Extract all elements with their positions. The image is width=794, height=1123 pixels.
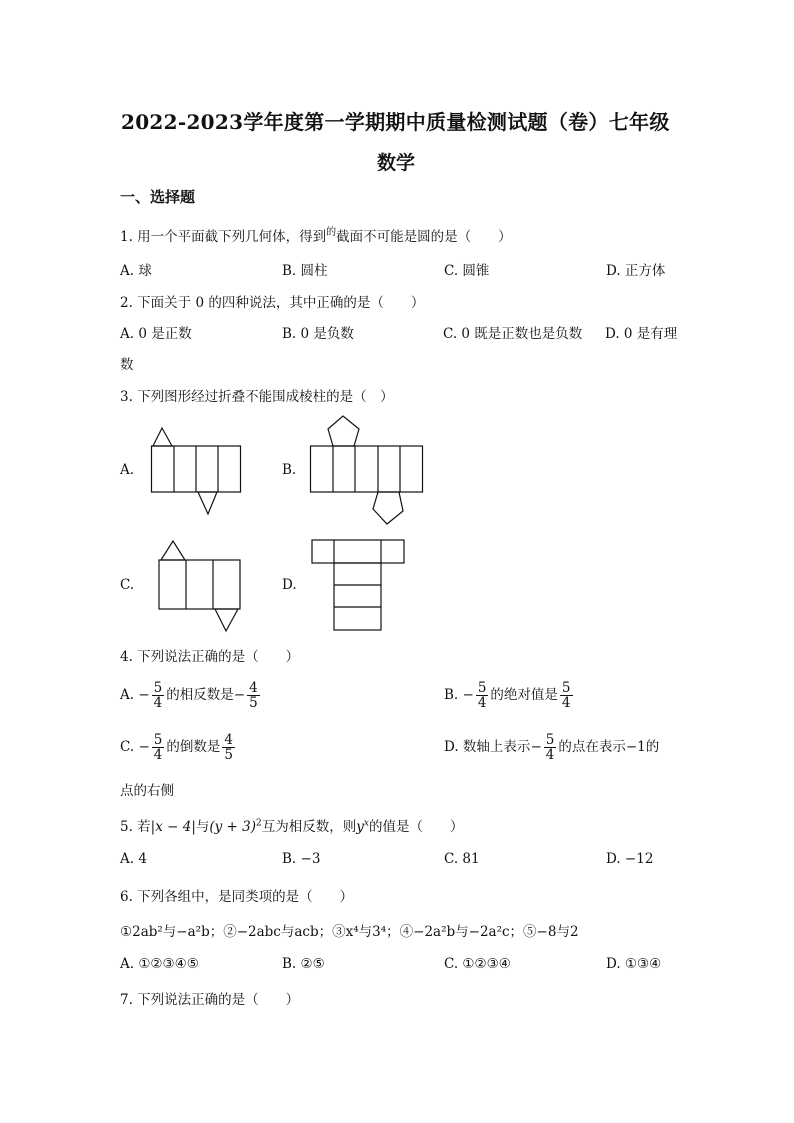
question-6-stem: 6. 下列各组中，是同类项的是（ ）	[120, 889, 354, 905]
q3-option-d[interactable]: D.	[282, 577, 297, 593]
q3-option-c[interactable]: C.	[120, 577, 135, 593]
q5-power-base: y	[356, 819, 364, 835]
q6-option-a[interactable]: A. ①②③④⑤	[120, 956, 199, 972]
question-5-stem	[120, 815, 463, 835]
page-subtitle: 数学	[377, 152, 416, 174]
q4-d-sign: −	[530, 739, 542, 756]
q4-a-sign2: −	[233, 687, 246, 704]
q1-stem-small: 的	[326, 227, 337, 238]
q4-a-fraction: $\frac{5}{4}$	[153, 680, 163, 712]
question-7-stem: 7. 下列说法正确的是（ ）	[120, 992, 300, 1008]
q6-option-d[interactable]: D. ①③④	[606, 956, 662, 972]
q4-d-text-a: D. 数轴上表示	[444, 739, 531, 756]
q4-option-b[interactable]	[444, 681, 575, 710]
q4-d-fraction: $\frac{5}{4}$	[545, 732, 555, 764]
q2-option-b[interactable]: B. 0 是负数	[282, 326, 354, 342]
net-figure-c	[156, 539, 242, 633]
q2-option-d-wrap: 数	[120, 357, 134, 373]
q4-a-fraction2: $\frac{4}{5}$	[249, 680, 258, 712]
q2-option-d[interactable]: D. 0 是有理	[605, 326, 678, 342]
q1-stem-part-a: 1. 用一个平面截下列几何体，得到	[120, 229, 327, 245]
q6-items: ①2ab²与−a²b；②−2abc与acb；③x⁴与3⁴；④−2a²b与−2a²c；⑤−8与2	[120, 924, 579, 940]
q5-text-a: 5. 若	[120, 819, 151, 835]
q4-a-label: A.	[120, 687, 135, 704]
q5-option-c[interactable]: C. 81	[444, 851, 480, 867]
q1-stem-part-b: 截面不可能是圆的是（ ）	[336, 229, 512, 245]
q5-text-c: 互为相反数，则	[261, 819, 357, 835]
q5-square-exponent: 2	[256, 818, 262, 829]
q4-option-d[interactable]	[444, 733, 659, 762]
q4-a-text: 的相反数是	[166, 687, 234, 704]
q4-c-text: 的倒数是	[166, 739, 221, 756]
q4-option-c[interactable]	[120, 733, 237, 762]
q4-c-fraction2: $\frac{4}{5}$	[224, 732, 233, 764]
q4-b-sign: −	[462, 687, 474, 704]
q5-option-b[interactable]: B. −3	[282, 851, 321, 867]
q5-text-d: 的值是（ ）	[368, 819, 464, 835]
q1-option-b[interactable]: B. 圆柱	[282, 263, 328, 279]
q1-option-c[interactable]: C. 圆锥	[444, 263, 490, 279]
q5-option-a[interactable]: A. 4	[120, 851, 147, 867]
q6-option-b[interactable]: B. ②⑤	[282, 956, 325, 972]
section-heading: 一、选择题	[120, 188, 196, 206]
net-figure-d	[310, 538, 406, 632]
question-2-stem: 2. 下面关于 0 的四种说法，其中正确的是（ ）	[120, 295, 425, 311]
q4-b-label: B.	[444, 687, 459, 704]
q4-b-fraction2: $\frac{5}{4}$	[561, 680, 571, 712]
q3-option-a[interactable]: A.	[120, 462, 135, 478]
q4-c-fraction: $\frac{5}{4}$	[153, 732, 163, 764]
q4-option-a[interactable]	[120, 681, 262, 710]
q4-d-text-b: 的点在表示−1的	[558, 739, 660, 756]
q5-power-exponent: x	[363, 818, 369, 829]
q4-c-sign: −	[138, 739, 150, 756]
q5-text-b: 与	[195, 819, 210, 835]
net-figure-a	[150, 424, 242, 516]
q4-a-sign: −	[138, 687, 150, 704]
q2-option-c[interactable]: C. 0 既是正数也是负数	[443, 326, 583, 342]
q4-option-d-wrap: 点的右侧	[120, 783, 174, 799]
question-3-stem: 3. 下列图形经过折叠不能围成棱柱的是（ ）	[120, 389, 394, 405]
q3-option-b[interactable]: B.	[282, 462, 297, 478]
q5-square-expression: (y + 3)	[209, 819, 257, 835]
q4-b-fraction: $\frac{5}{4}$	[477, 680, 487, 712]
q5-option-d[interactable]: D. −12	[606, 851, 654, 867]
q4-b-text: 的绝对值是	[490, 687, 558, 704]
question-4-stem: 4. 下列说法正确的是（ ）	[120, 649, 300, 665]
q2-option-a[interactable]: A. 0 是正数	[120, 326, 192, 342]
q6-option-c[interactable]: C. ①②③④	[444, 956, 511, 972]
q5-abs-expression: |x − 4|	[150, 819, 196, 835]
q1-option-a[interactable]: A. 球	[120, 263, 152, 279]
net-figure-b	[309, 413, 425, 528]
q4-c-label: C.	[120, 739, 135, 756]
page-title: 2022-2023学年度第一学期期中质量检测试题（卷）七年级	[121, 110, 670, 134]
question-1-stem	[120, 225, 512, 245]
q1-option-d[interactable]: D. 正方体	[606, 263, 666, 279]
